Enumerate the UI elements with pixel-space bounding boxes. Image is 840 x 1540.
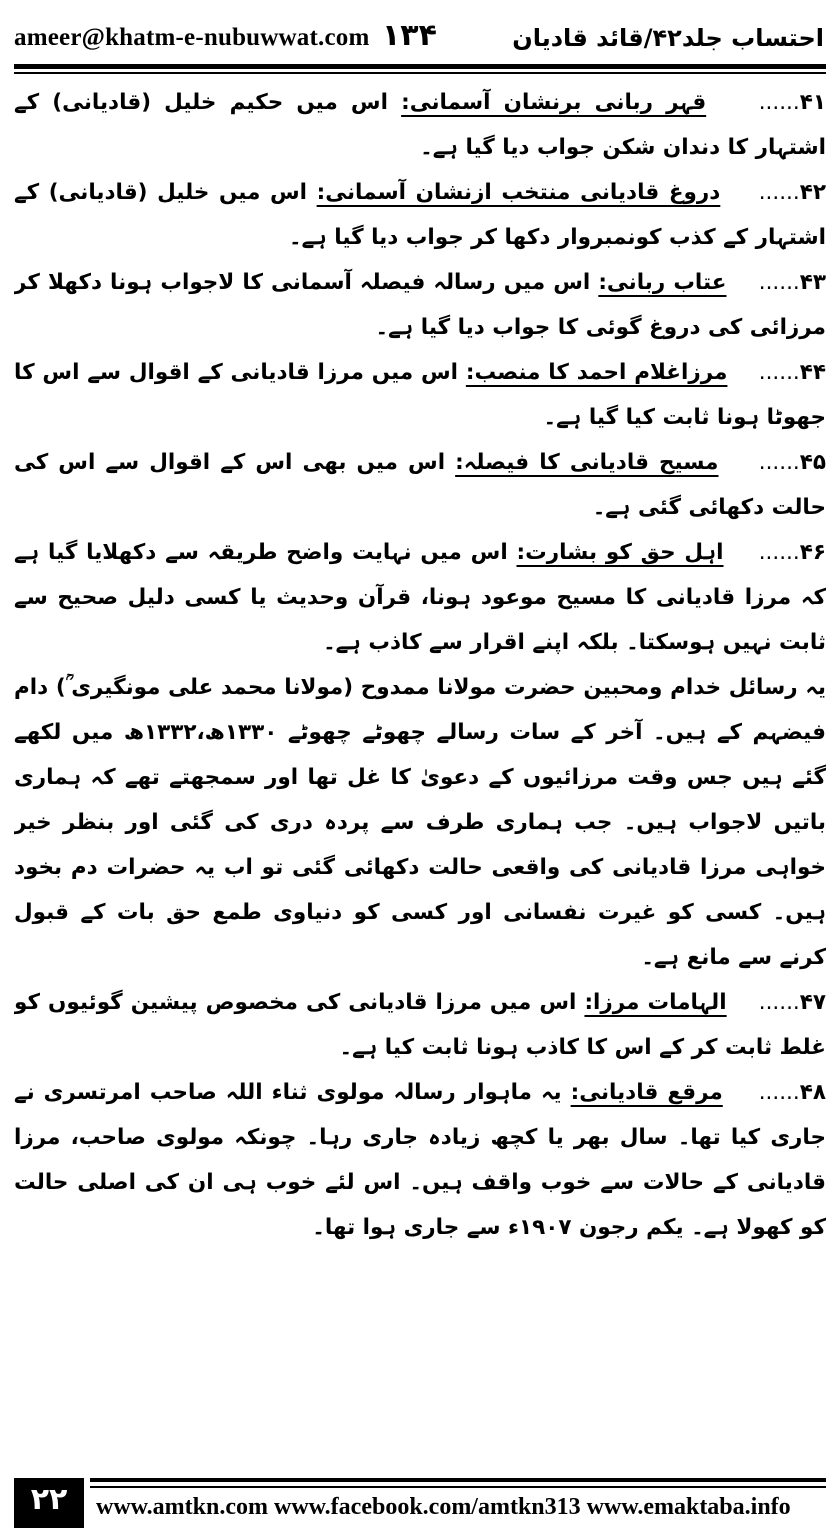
item-title: قہر ربانی برنشان آسمانی: (401, 90, 707, 115)
list-item-43 (14, 260, 826, 350)
item-title: الہامات مرزا: (584, 990, 727, 1015)
item-text: اس میں نہایت واضح طریقہ سے دکھلایا گیا ہے کہ مرزا قادیانی کا مسیح موعود ہونا، قرآن وحدیث یا کسی دلیل صحیح سے ثابت نہیں ہوسکتا۔ بلکہ اپنے اقرار سے کاذب ہے۔ (14, 540, 826, 655)
item-number: ۴۱ (799, 90, 826, 115)
item-number: ۴۵ (799, 450, 826, 475)
list-item-45 (14, 440, 826, 530)
item-title: مرزاغلام احمد کا منصب: (465, 360, 728, 385)
header-rule-thick (14, 64, 826, 69)
header-rule-thin (14, 72, 826, 74)
item-dots: ...... (758, 180, 800, 205)
item-text: اس میں خلیل (قادیانی) کے اشتہار کے کذب کونمبروار دکھا کر جواب دیا گیا ہے۔ (14, 180, 826, 250)
page-header (14, 18, 824, 62)
item-dots: ...... (758, 360, 800, 385)
item-dots: ...... (758, 1080, 800, 1105)
item-title: دروغ قادیانی منتخب ازنشان آسمانی: (316, 180, 721, 205)
header-email: ameer@khatm-e-nubuwwat.com (14, 24, 370, 51)
item-number: ۴۷ (799, 990, 826, 1015)
item-number: ۴۳ (799, 270, 826, 295)
item-title: عتاب ربانی: (598, 270, 727, 295)
item-text: اس میں مرزا قادیانی کی مخصوص پیشین گوئیوں کو غلط ثابت کر کے اس کا کاذب ہونا ثابت کیا ہے۔ (14, 990, 826, 1060)
item-text: اس میں مرزا قادیانی کے اقوال سے اس کا جھوٹا ہونا ثابت کیا گیا ہے۔ (14, 360, 826, 430)
item-dots: ...... (758, 450, 800, 475)
header-page-number: ۱۳۴ (382, 18, 437, 53)
list-item-48 (14, 1070, 826, 1250)
footer-page-number: ۲۲ (30, 1482, 68, 1517)
item-title: اہل حق کو بشارت: (516, 540, 724, 565)
item-text: اس میں بھی اس کے اقوال سے اس کی حالت دکھائی گئی ہے۔ (14, 450, 826, 520)
item-number: ۴۸ (799, 1080, 826, 1105)
item-number: ۴۲ (799, 180, 826, 205)
list-item-46 (14, 530, 826, 665)
footer-rule-thin (90, 1486, 826, 1488)
page-footer (14, 1478, 826, 1528)
item-text: یہ ماہوار رسالہ مولوی ثناء اللہ صاحب امرتسری نے جاری کیا تھا۔ سال بھر یا کچھ زیادہ جاری رہا۔ چونکہ مولوی صاحب، مرزا قادیانی کے حالات سے خوب واقف ہیں۔ اس لئے خوب ہی ان کی اصلی حالت کو کھولا ہے۔ یکم رجون ۱۹۰۷ء سے جاری ہوا تھا۔ (14, 1080, 826, 1240)
list-item-42 (14, 170, 826, 260)
header-book-title: احتساب جلد۴۲/قائد قادیان (512, 24, 824, 52)
footer-rule-thick (90, 1478, 826, 1482)
item-text: اس میں حکیم خلیل (قادیانی) کے اشتہار کا دندان شکن جواب دیا گیا ہے۔ (14, 90, 826, 160)
list-item-47 (14, 980, 826, 1070)
item-number: ۴۴ (799, 360, 826, 385)
item-text: اس میں رسالہ فیصلہ آسمانی کا لاجواب ہونا دکھلا کر مرزائی کی دروغ گوئی کا جواب دیا گیا ہے۔ (14, 270, 826, 340)
page-body (14, 80, 826, 1460)
item-dots: ...... (758, 540, 800, 565)
item-title: مرقع قادیانی: (570, 1080, 723, 1105)
item-dots: ...... (758, 270, 800, 295)
item-dots: ...... (758, 990, 800, 1015)
item-dots: ...... (758, 90, 800, 115)
item-title: مسیح قادیانی کا فیصلہ: (455, 450, 719, 475)
footer-links: www.amtkn.com www.facebook.com/amtkn313 www.emaktaba.info (96, 1494, 791, 1520)
item-number: ۴۶ (799, 540, 826, 565)
list-item-41 (14, 80, 826, 170)
list-item-44 (14, 350, 826, 440)
middle-paragraph: یہ رسائل خدام ومحبین حضرت مولانا ممدوح (مولانا محمد علی مونگیری ؒ) دام فیضہم کے ہیں۔ آخر کے سات رسالے چھوٹے چھوٹے ۱۳۳۰ھ،۱۳۳۲ھ میں لکھے گئے ہیں جس وقت مرزائیوں کے دعویٰ کا غل تھا اور سمجھتے تھے کہ ہماری باتیں لاجواب ہیں۔ جب ہماری طرف سے پردہ دری کی گئی اور بنظر خیر خواہی مرزا قادیانی کی واقعی حالت دکھائی گئی تو اب یہ حضرات دم بخود ہیں۔ کسی کو غیرت نفسانی اور کسی کو دنیاوی طمع حق بات کے قبول کرنے سے مانع ہے۔ (14, 675, 826, 970)
